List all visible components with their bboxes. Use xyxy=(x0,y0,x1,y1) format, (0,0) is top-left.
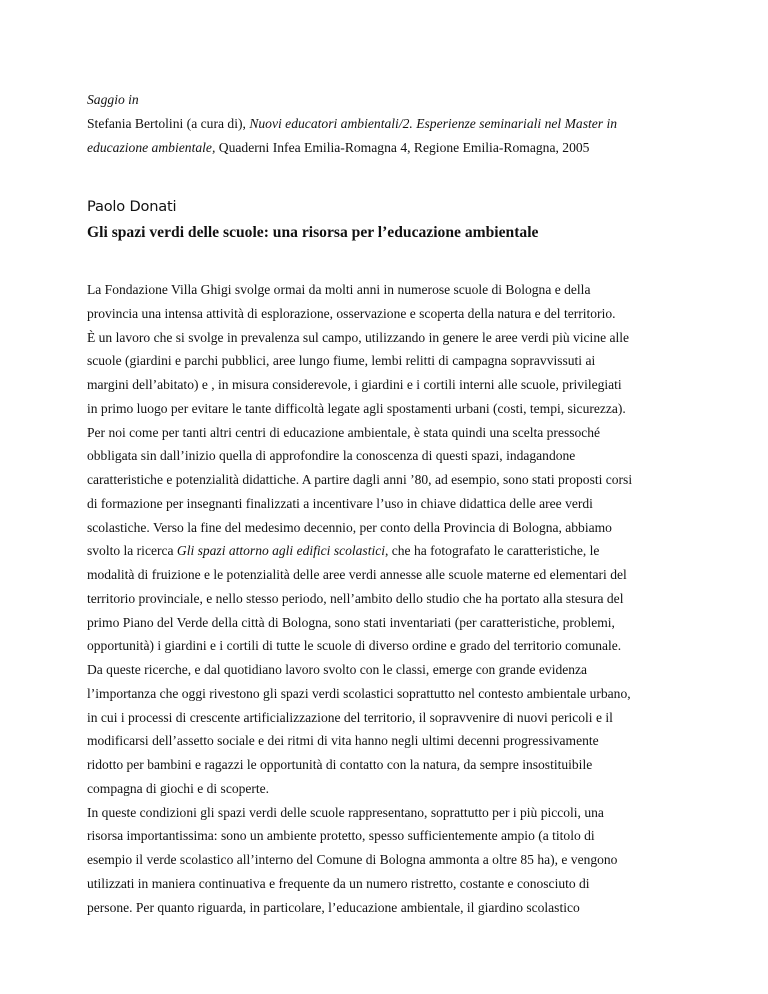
article-body xyxy=(87,278,697,919)
author-name: Paolo Donati xyxy=(87,198,177,215)
body-line-text: , che ha fotografato le caratteristiche, le xyxy=(385,543,600,559)
citation-editors: Stefania Bertolini (a cura di), xyxy=(87,115,250,131)
body-line: Da queste ricerche, e dal quotidiano lavoro svolto con le classi, emerge con grande evidenza xyxy=(87,662,588,677)
citation-book-title-cont: educazione ambientale, xyxy=(87,139,216,155)
body-line: caratteristiche e potenzialità didattiche. A partire dagli anni ’80, ad esempio, sono stati proposti corsi xyxy=(87,472,633,487)
body-line: La Fondazione Villa Ghigi svolge ormai da molti anni in numerose scuole di Bologna e della xyxy=(87,282,591,297)
body-line: scolastiche. Verso la fine del medesimo decennio, per conto della Provincia di Bologna, abbiamo xyxy=(87,519,612,535)
citation-label: Saggio in xyxy=(87,92,139,107)
body-line: persone. Per quanto riguarda, in particolare, l’educazione ambientale, il giardino scolastico xyxy=(87,899,580,915)
body-line: modificarsi dell’assetto sociale e dei ritmi di vita hanno negli ultimi decenni progressivamente xyxy=(87,733,599,749)
body-line: In queste condizioni gli spazi verdi delle scuole rappresentano, soprattutto per i più piccoli, una xyxy=(87,804,604,820)
body-line: È un lavoro che si svolge in prevalenza sul campo, utilizzando in genere le aree verdi più vicine alle xyxy=(87,329,630,345)
body-line: in primo luogo per evitare le tante difficoltà legate agli spostamenti urbani (costi, tempi, sicurezza). xyxy=(87,400,626,416)
citation-book-title: Nuovi educatori ambientali/2. Esperienze seminariali nel Master in xyxy=(249,115,618,131)
citation-reference xyxy=(87,112,687,136)
body-line: di formazione per insegnanti finalizzati a incentivare l’uso in chiave didattica delle aree verdi xyxy=(87,495,593,511)
article-title: Gli spazi verdi delle scuole: una risorsa per l’educazione ambientale xyxy=(87,224,539,241)
body-line: ridotto per bambini e ragazzi le opportunità di contatto con la natura, da sempre insostituibile xyxy=(87,757,593,772)
body-line: in cui i processi di crescente artificializzazione del territorio, il sopravvenire di nuovi pericoli e il xyxy=(87,709,613,725)
body-line: territorio provinciale, e nello stesso periodo, nell’ambito dello studio che ha portato alla stesura del xyxy=(87,590,624,606)
body-line: opportunità) i giardini e i cortili di tutte le scuole di diverso ordine e grado del territorio comunale. xyxy=(87,638,622,654)
citation-reference-cont xyxy=(87,136,687,160)
body-line: compagna di giochi e di scoperte. xyxy=(87,780,270,796)
body-line-text: svolto la ricerca xyxy=(87,543,177,559)
cited-study-title: Gli spazi attorno agli edifici scolastici xyxy=(176,543,385,559)
body-line: modalità di fruizione e le potenzialità delle aree verdi annesse alle scuole materne ed elementari del xyxy=(87,567,627,582)
body-line: utilizzati in maniera continuativa e frequente da un numero ristretto, costante e conosciuto di xyxy=(87,875,590,891)
body-line: obbligata sin dall’inizio quella di approfondire la conoscenza di questi spazi, indagandone xyxy=(87,448,576,464)
body-line: provincia una intensa attività di esplorazione, osservazione e scoperta della natura e del territorio. xyxy=(87,305,616,321)
body-line: margini dell’abitato) e , in misura considerevole, i giardini e i cortili interni alle scuole, privilegiati xyxy=(87,377,622,392)
citation-block xyxy=(87,88,687,159)
body-line: scuole (giardini e parchi pubblici, aree lungo fiume, lembi relitti di campagna sopravvissuti ai xyxy=(87,353,596,369)
body-line: esempio il verde scolastico all’interno del Comune di Bologna ammonta a oltre 85 ha), e vengono xyxy=(87,852,618,867)
body-line: l’importanza che oggi rivestono gli spazi verdi scolastici soprattutto nel contesto ambientale urbano, xyxy=(87,685,631,701)
citation-publisher: Quaderni Infea Emilia-Romagna 4, Regione Emilia-Romagna, 2005 xyxy=(215,139,590,155)
body-line: primo Piano del Verde della città di Bologna, sono stati inventariati (per caratteristiche, problemi, xyxy=(87,614,615,630)
body-line xyxy=(87,539,697,563)
body-line: Per noi come per tanti altri centri di educazione ambientale, è stata quindi una scelta pressoché xyxy=(87,424,601,440)
body-line: risorsa importantissima: sono un ambiente protetto, spesso sufficientemente ampio (a titolo di xyxy=(87,828,595,844)
